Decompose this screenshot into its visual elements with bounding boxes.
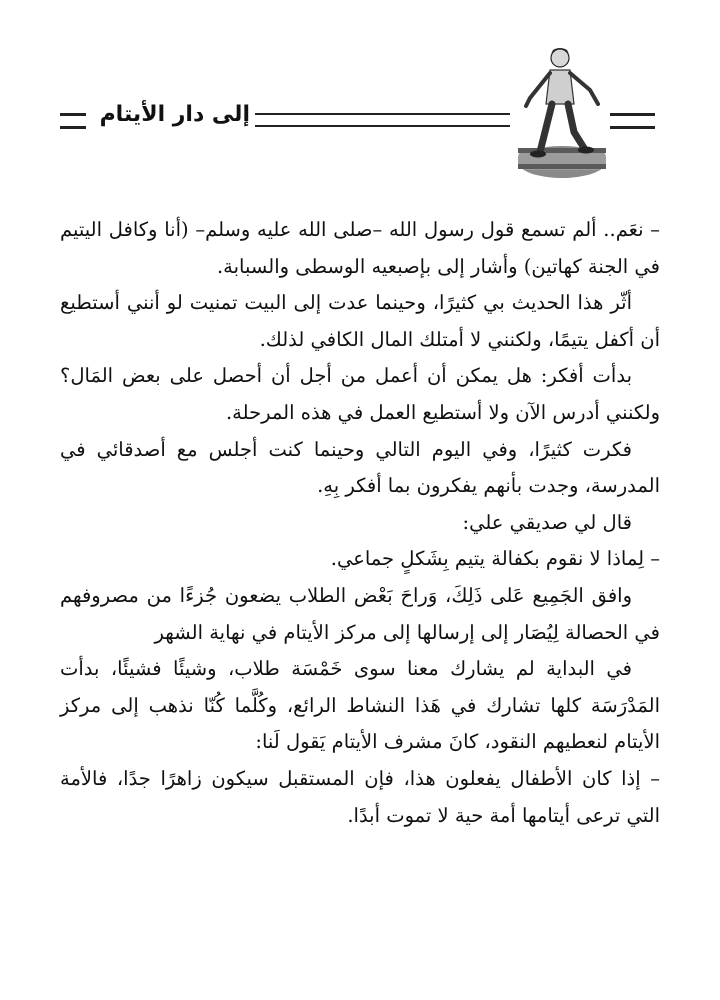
paragraph: أثّر هذا الحديث بي كثيرًا، وحينما عدت إلى البيت تمنيت لو أنني أستطيع أن أكفل يتيمًا، ولكنني لا أمتلك المال الكافي لذلك. [60, 291, 660, 351]
paragraph: – إذا كان الأطفال يفعلون هذا، فإن المستقبل سيكون زاهرًا جدًا، فالأمة التي ترعى أيتامها أمة حية لا تموت أبدًا. [60, 766, 660, 827]
decorative-rule-right [610, 113, 655, 129]
paragraph: – لِماذا لا نقوم بكفالة يتيم بِشَكلٍ جماعي. [330, 547, 660, 571]
story-text [60, 212, 660, 834]
paragraph: فكرت كثيرًا، وفي اليوم التالي وحينما كنت أجلس مع أصدقائي في المدرسة، وجدت بأنهم يفكرون بما أفكر بِهِ. [60, 437, 660, 498]
decorative-rule-middle [255, 113, 510, 127]
paragraph: بدأت أفكر: هل يمكن أن أعمل من أجل أن أحصل على بعض المَال؟ ولكنني أدرس الآن ولا أستطيع العمل في هذه المرحلة. [60, 364, 660, 424]
page-header [0, 40, 720, 190]
boy-on-barrel-illustration [500, 40, 620, 185]
paragraph: قال لي صديقي علي: [462, 510, 632, 534]
paragraph: وافق الجَمِيع عَلى ذَلِكَ، وَراحَ بَعْض الطلاب يضعون جُزءًا من مصروفهم في الحصالة لِيُصَار إلى إرسالها إلى مركز الأيتام في نهاية الشهر [60, 583, 660, 644]
chapter-title: إلى دار الأيتام [99, 102, 250, 127]
paragraph: في البداية لم يشارك معنا سوى خَمْسَة طلاب، وشيئًا فشيئًا، بدأت المَدْرَسَة كلها تشارك في هَذا النشاط الرائع، وكُلَّما كُنّا نذهب إلى مركز الأيتام لنعطيهم النقود، كانَ مشرف الأيتام يَقول لَنا: [60, 657, 660, 754]
paragraph: – نعَم.. ألم تسمع قول رسول الله –صلى الله عليه وسلم– (أنا وكافل اليتيم في الجنة كهاتين) وأشار إلى بإصبعيه الوسطى والسبابة. [60, 218, 660, 278]
decorative-rule-left [60, 113, 86, 129]
